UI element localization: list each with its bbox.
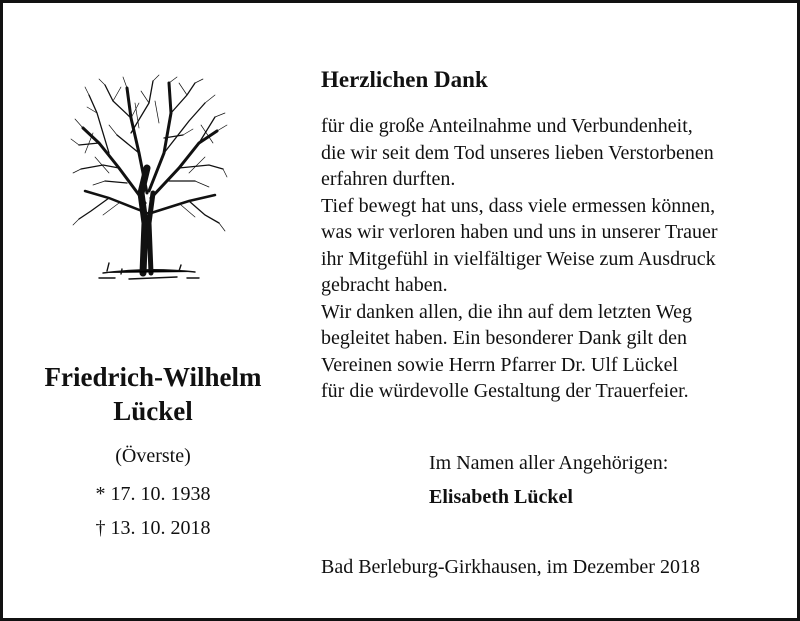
message-line: Wir danken allen, die ihn auf dem letzten Weg [321,300,692,323]
message-line: ihr Mitgefühl in vielfältiger Weise zum Ausdruck [321,247,716,270]
deceased-first-name: Friedrich-Wilhelm [44,362,262,392]
deceased-last-name: Lückel [113,396,193,426]
signature-name: Elisabeth Lückel [429,486,573,508]
message-body [321,113,781,405]
message-line: erfahren durften. [321,168,456,190]
message-line: für die große Anteilnahme und Verbundenheit, [321,115,693,137]
message-line: begleitet haben. Ein besonderer Dank gilt den [321,327,687,349]
message-line: was wir verloren haben und uns in unserer Trauer [321,221,718,243]
message-line: für die würdevolle Gestaltung der Trauerfeier. [321,380,689,402]
birth-date: * 17. 10. 1938 [95,483,211,505]
message-line: die wir seit dem Tod unseres lieben Verstorbenen [321,141,714,164]
message-line: Tief bewegt hat uns, dass viele ermessen können, [321,194,716,217]
death-date: † 13. 10. 2018 [95,517,211,539]
message-line: Vereinen sowie Herrn Pfarrer Dr. Ulf Lückel [321,353,679,376]
tree-icon [69,73,229,283]
signature-intro: Im Namen aller Angehörigen: [429,452,669,474]
message-line: gebracht haben. [321,274,448,296]
place-date: Bad Berleburg-Girkhausen, im Dezember 2018 [321,556,700,578]
message-heading: Herzlichen Dank [321,67,488,92]
deceased-title: (Överste) [115,445,191,467]
